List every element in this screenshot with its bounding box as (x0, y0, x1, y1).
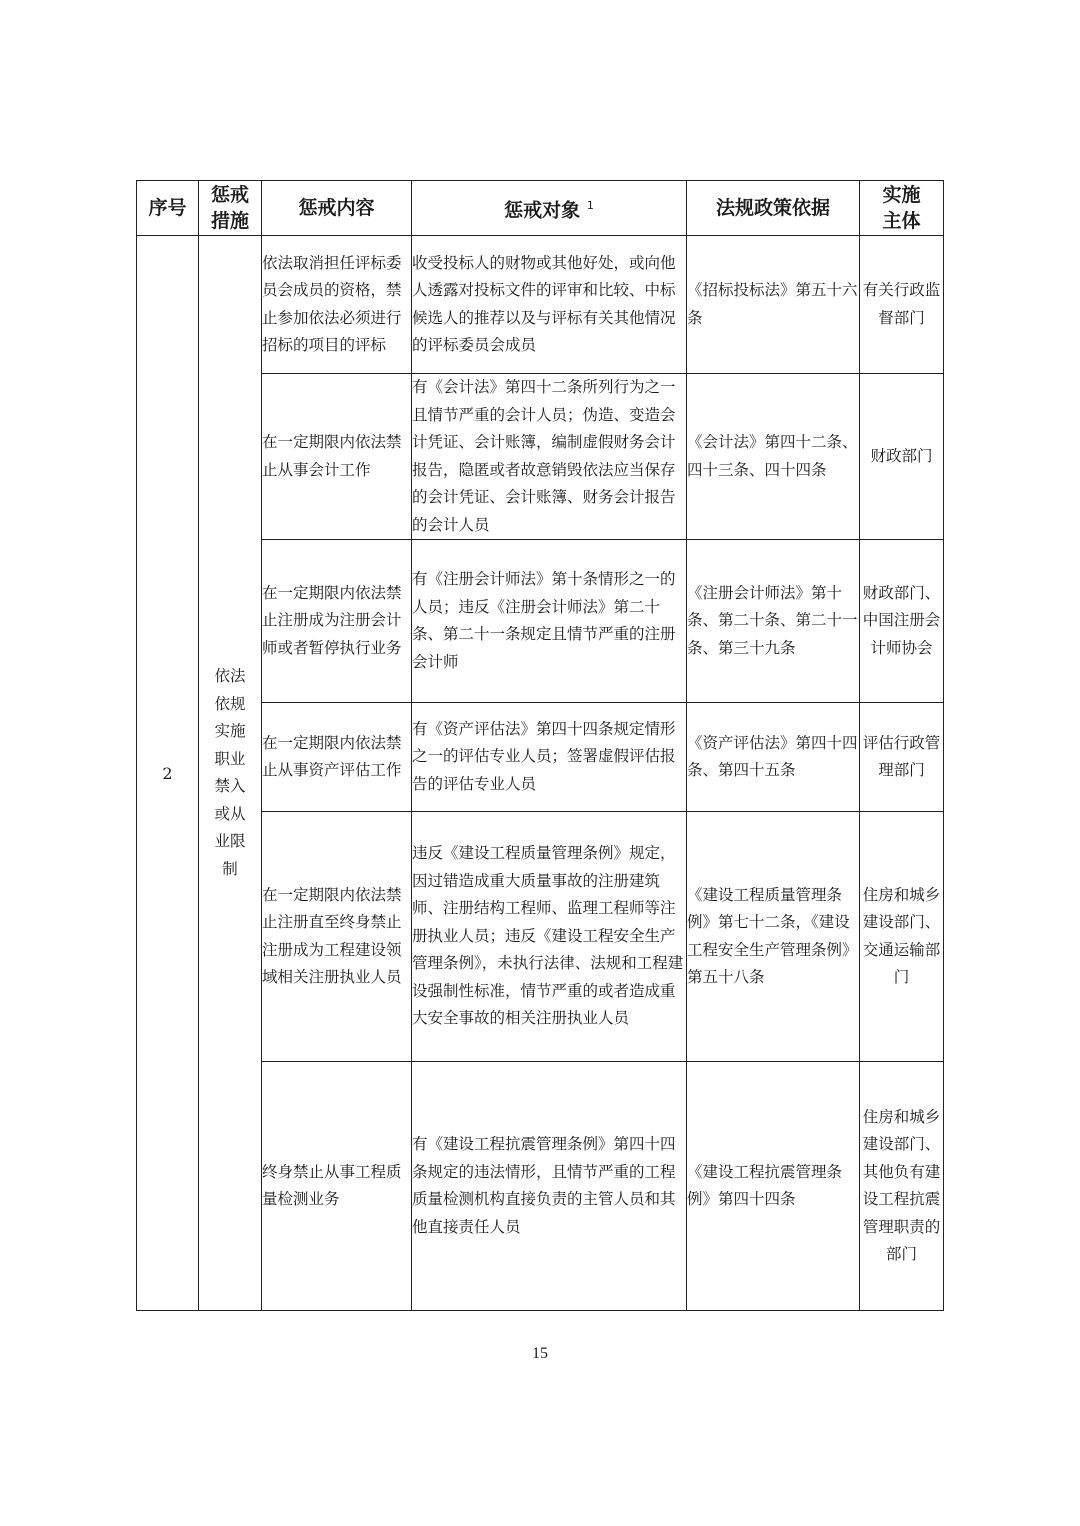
row-subject: 财政部门 (860, 374, 944, 540)
row-basis: 《资产评估法》第四十四条、第四十五条 (687, 703, 860, 812)
row-content: 依法取消担任评标委员会成员的资格，禁止参加依法必须进行招标的项目的评标 (262, 236, 412, 374)
header-seq: 序号 (137, 181, 199, 236)
row-target: 有《建设工程抗震管理条例》第四十四条规定的违法情形，且情节严重的工程质量检测机构直接负责的主管人员和其他直接责任人员 (412, 1062, 687, 1311)
row-target: 有《会计法》第四十二条所列行为之一且情节严重的会计人员；伪造、变造会计凭证、会计账簿，编制虚假财务会计报告，隐匿或者故意销毁依法应当保存的会计凭证、会计账簿、财务会计报告的会计人员 (412, 374, 687, 540)
page-number: 15 (532, 1345, 548, 1362)
row-target: 收受投标人的财物或其他好处，或向他人透露对投标文件的评审和比较、中标候选人的推荐以及与评标有关其他情况的评标委员会成员 (412, 236, 687, 374)
header-subject: 实施主体 (860, 181, 944, 236)
table-row (137, 236, 944, 374)
group-measure: 依法依规实施职业禁入或从业限制 (214, 667, 246, 878)
row-subject: 住房和城乡建设部门、其他负有建设工程抗震管理职责的部门 (860, 1062, 944, 1311)
row-content: 终身禁止从事工程质量检测业务 (262, 1062, 412, 1311)
group-seq: 2 (137, 236, 199, 1311)
row-subject: 财政部门、中国注册会计师协会 (860, 540, 944, 703)
row-basis: 《招标投标法》第五十六条 (687, 236, 860, 374)
row-content: 在一定期限内依法禁止从事会计工作 (262, 374, 412, 540)
row-subject: 住房和城乡建设部门、交通运输部门 (860, 812, 944, 1062)
row-content: 在一定期限内依法禁止注册直至终身禁止注册成为工程建设领域相关注册执业人员 (262, 812, 412, 1062)
header-measure: 惩戒措施 (199, 181, 262, 236)
table-header-row (137, 181, 944, 236)
header-content: 惩戒内容 (262, 181, 412, 236)
row-basis: 《注册会计师法》第十条、第二十条、第二十一条、第三十九条 (687, 540, 860, 703)
row-content: 在一定期限内依法禁止从事资产评估工作 (262, 703, 412, 812)
row-target: 有《资产评估法》第四十四条规定情形之一的评估专业人员；签署虚假评估报告的评估专业人员 (412, 703, 687, 812)
header-basis: 法规政策依据 (687, 181, 860, 236)
row-basis: 《建设工程抗震管理条例》第四十四条 (687, 1062, 860, 1311)
group-measure-cell (199, 236, 262, 1311)
row-target: 有《注册会计师法》第十条情形之一的人员；违反《注册会计师法》第二十条、第二十一条规定且情节严重的注册会计师 (412, 540, 687, 703)
punishment-table (136, 180, 944, 1311)
row-subject: 评估行政管理部门 (860, 703, 944, 812)
row-target: 违反《建设工程质量管理条例》规定，因过错造成重大质量事故的注册建筑师、注册结构工程师、监理工程师等注册执业人员；违反《建设工程安全生产管理条例》，未执行法律、法规和工程建设强制性标准，情节严重的或者造成重大安全事故的相关注册执业人员 (412, 812, 687, 1062)
header-target: 惩戒对象 $^1$ (412, 181, 687, 236)
row-content: 在一定期限内依法禁止注册成为注册会计师或者暂停执行业务 (262, 540, 412, 703)
row-subject: 有关行政监督部门 (860, 236, 944, 374)
footnote-marker: 1 (586, 198, 594, 212)
row-basis: 《建设工程质量管理条例》第七十二条，《建设工程安全生产管理条例》第五十八条 (687, 812, 860, 1062)
row-basis: 《会计法》第四十二条、四十三条、四十四条 (687, 374, 860, 540)
